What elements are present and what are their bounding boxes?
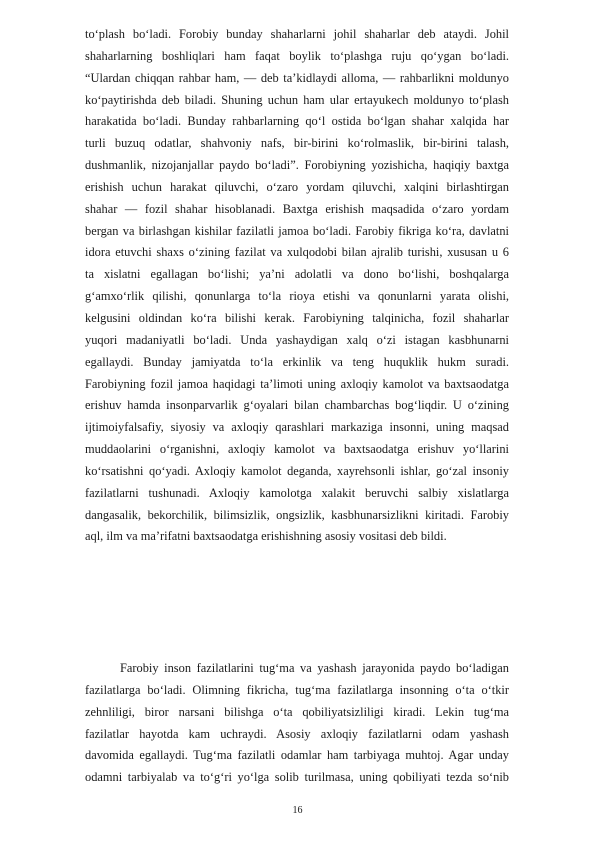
text-line: kelgusini oldindan koʻra bilishi kerak. Farobiyning talqinicha, fozil shaharlar <box>85 310 509 325</box>
text-line: dushmanlik, nizojanjallar paydo boʻladi”. Forobiyning yozishicha, haqiqiy baxtga <box>85 158 509 173</box>
text-line: muddaolarini oʻrganishni, axloqiy kamolot va baxtsaodatga erishuv yoʻllarini <box>85 442 509 457</box>
text-line: Farobiy inson fazilatlarini tugʻma va yashash jarayonida paydo boʻladigan <box>120 661 509 675</box>
text-line: idora etuvchi shaxs oʻzining fazilat va xulqodobi bilan ajralib turishi, xususan u 6 <box>85 245 509 260</box>
text-line: davomida egallaydi. Tugʻma fazilatli odamlar ham tarbiyaga muhtoj. Agar unday <box>85 748 509 763</box>
text-line: zehnliligi, biror narsani bilishga oʻta qobiliyatsizliligi kiradi. Lekin tugʻma <box>85 704 509 719</box>
text-line: egallaydi. Bunday jamiyatda toʻla erkinlik va teng huquklik hukm suradi. <box>85 354 509 369</box>
text-line: turli buzuq odatlar, shahvoniy nafs, bir-birini koʻrolmaslik, bir-birini talash, <box>85 136 509 151</box>
text-line: gʻamxoʻrlik qilishi, qonunlarga toʻla rioya etishi va qonunlarni yarata olishi, <box>85 289 509 304</box>
text-line: fazilatlarni tushunadi. Axloqiy kamolotga xalakit beruvchi salbiy xislatlarga <box>85 485 509 500</box>
text-line: odamni tarbiyalab va toʻgʻri yoʻlga solib turilmasa, uning qobiliyati tezda soʻnib <box>85 770 509 785</box>
text-line: “Ulardan chiqqan rahbar ham, — deb ta’kidlaydi alloma, — rahbarlikni moldunyo <box>85 70 509 85</box>
text-line: koʻpaytirishda deb biladi. Shuning uchun ham ular ertayukech moldunyo toʻplash <box>85 92 509 107</box>
text-line: fazilatlar hayotda kam uchraydi. Asosiy axloqiy fazilatlarni odam yashash <box>85 726 509 741</box>
text-line: harakatida boʻladi. Bunday rahbarlarning qoʻl ostida boʻlgan shahar xalqida har <box>85 114 509 129</box>
text-line: toʻplash boʻladi. Forobiy bunday shaharlarni johil shaharlar deb ataydi. Johil <box>85 27 509 41</box>
text-line: ta xislatni egallagan boʻlishi; ya’ni adolatli va dono boʻlishi, boshqalarga <box>85 267 509 282</box>
text-line: koʻrsatishni qoʻyadi. Axloqiy kamolot deganda, xayrehsonli ishlar, goʻzal insoniy <box>85 463 509 478</box>
text-line: yuqori madaniyatli boʻladi. Unda yashaydigan xalq oʻzi istagan kasbhunarni <box>85 332 509 347</box>
text-line: erishuv hamda insonparvarlik gʻoyalari bilan chambarchas bogʻliqdir. U oʻzining <box>85 398 509 413</box>
text-line: Farobiyning fozil jamoa haqidagi ta’limoti uning axloqiy kamolot va baxtsaodatga <box>85 376 509 391</box>
page-number: 16 <box>292 805 303 816</box>
text-line: dangasalik, bekorchilik, bilimsizlik, ongsizlik, kasbhunarsizlikni kiritadi. Farobiy <box>85 507 509 522</box>
text-line: shahar — fozil shahar hisoblanadi. Baxtga erishish maqsadida oʻzaro yordam <box>85 201 509 216</box>
text-line: erishish uchun harakat qiluvchi, oʻzaro yordam qiluvchi, xalqini birlashtirgan <box>85 179 509 194</box>
paragraph-1 <box>85 24 509 548</box>
paragraph-2 <box>85 658 509 789</box>
text-line: fazilatlarga boʻladi. Olimning fikricha, tugʻma fazilatlarga insonning oʻta oʻtkir <box>85 682 509 697</box>
text-line: aql, ilm va ma’rifatni baxtsaodatga erishishning asosiy vositasi deb bildi. <box>85 529 447 544</box>
text-line: shaharlarning boshliqlari ham faqat boylik toʻplashga ruju qoʻygan boʻladi. <box>85 48 509 63</box>
text-line: bergan va birlashgan kishilar fazilatli jamoa boʻladi. Farobiy fikriga koʻra, davlatni <box>85 223 509 238</box>
text-line: ijtimoiyfalsafiy, siyosiy va axloqiy qarashlari markaziga insonni, uning maqsad <box>85 420 509 435</box>
